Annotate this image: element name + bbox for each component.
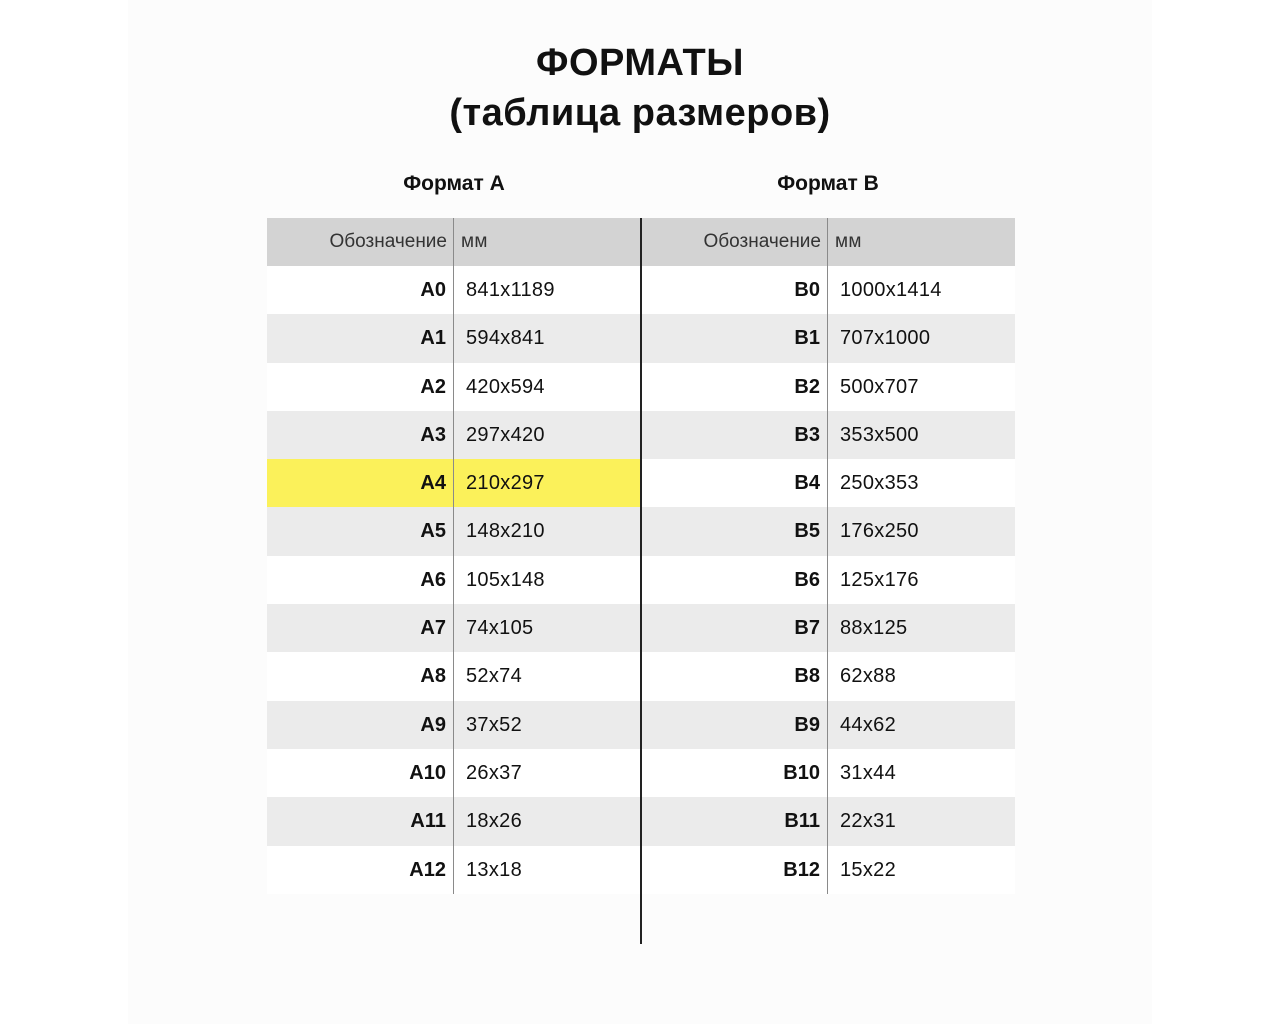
page-title [0,38,1280,138]
format-code: B2 [641,363,828,411]
format-code: A4 [267,459,454,507]
format-b-cell-group [641,797,1015,845]
format-size: 594x841 [466,327,545,350]
format-a-cell-group [267,604,641,652]
format-size: 420x594 [466,375,545,398]
format-b-cell-group [641,266,1015,314]
format-code: B9 [641,701,828,749]
format-code: A9 [267,701,454,749]
format-code: B8 [641,652,828,700]
format-code: B11 [641,797,828,845]
format-a-header [267,218,641,266]
format-code: A12 [267,846,454,894]
format-code: B10 [641,749,828,797]
format-code: A11 [267,797,454,845]
format-size: 13x18 [466,858,522,881]
format-b-cell-group [641,314,1015,362]
format-a-cell-group [267,701,641,749]
format-a-cell-group [267,846,641,894]
format-a-cell-group [267,363,641,411]
format-size: 210x297 [466,472,545,495]
code-header: Обозначение [267,218,454,266]
formats-table [267,218,1015,894]
format-a-cell-group [267,459,641,507]
format-size: 88x125 [840,617,908,640]
format-b-cell-group [641,556,1015,604]
format-size: 500x707 [840,375,919,398]
format-size: 44x62 [840,713,896,736]
format-size: 74x105 [466,617,534,640]
format-a-cell-group [267,314,641,362]
format-a-cell-group [267,266,641,314]
format-code: B7 [641,604,828,652]
format-code: B3 [641,411,828,459]
format-a-cell-group [267,556,641,604]
format-a-cell-group [267,411,641,459]
format-b-cell-group [641,411,1015,459]
format-b-cell-group [641,604,1015,652]
format-size: 26x37 [466,761,522,784]
format-b-cell-group [641,459,1015,507]
format-b-header [641,218,1015,266]
format-size: 707x1000 [840,327,931,350]
format-size: 52x74 [466,665,522,688]
format-code: A0 [267,266,454,314]
format-b-cell-group [641,363,1015,411]
format-code: B12 [641,846,828,894]
format-code: A8 [267,652,454,700]
format-code: B4 [641,459,828,507]
format-size: 15x22 [840,858,896,881]
format-size: 353x500 [840,423,919,446]
format-a-heading: Формат A [403,172,505,195]
format-b-cell-group [641,846,1015,894]
format-code: B5 [641,507,828,555]
format-code: A7 [267,604,454,652]
column-headers [267,166,1015,218]
format-size: 176x250 [840,520,919,543]
format-code: A10 [267,749,454,797]
unit-header: мм [461,231,488,252]
format-size: 250x353 [840,472,919,495]
format-size: 22x31 [840,810,896,833]
format-b-cell-group [641,701,1015,749]
format-a-cell-group [267,507,641,555]
format-b-heading: Формат B [777,172,879,195]
format-code: A2 [267,363,454,411]
format-code: A6 [267,556,454,604]
format-a-cell-group [267,749,641,797]
format-size: 1000x1414 [840,279,942,301]
format-code: B1 [641,314,828,362]
format-a-cell-group [267,797,641,845]
formats-sheet [267,166,1015,894]
format-size: 37x52 [466,713,522,736]
format-code: A5 [267,507,454,555]
format-size: 297x420 [466,423,545,446]
format-size: 18x26 [466,810,522,833]
format-size: 31x44 [840,761,896,784]
format-size: 62x88 [840,665,896,688]
format-size: 148x210 [466,520,545,543]
title-line-2: (таблица размеров) [449,92,831,134]
column-divider [640,218,642,944]
format-code: B6 [641,556,828,604]
format-b-cell-group [641,749,1015,797]
format-code: A3 [267,411,454,459]
format-code: B0 [641,266,828,314]
unit-header: мм [835,231,862,252]
format-size: 105x148 [466,568,545,591]
format-code: A1 [267,314,454,362]
format-b-cell-group [641,507,1015,555]
format-size: 125x176 [840,568,919,591]
format-size: 841x1189 [466,279,555,301]
title-line-1: ФОРМАТЫ [536,42,744,84]
code-header: Обозначение [641,218,828,266]
format-b-cell-group [641,652,1015,700]
format-a-cell-group [267,652,641,700]
